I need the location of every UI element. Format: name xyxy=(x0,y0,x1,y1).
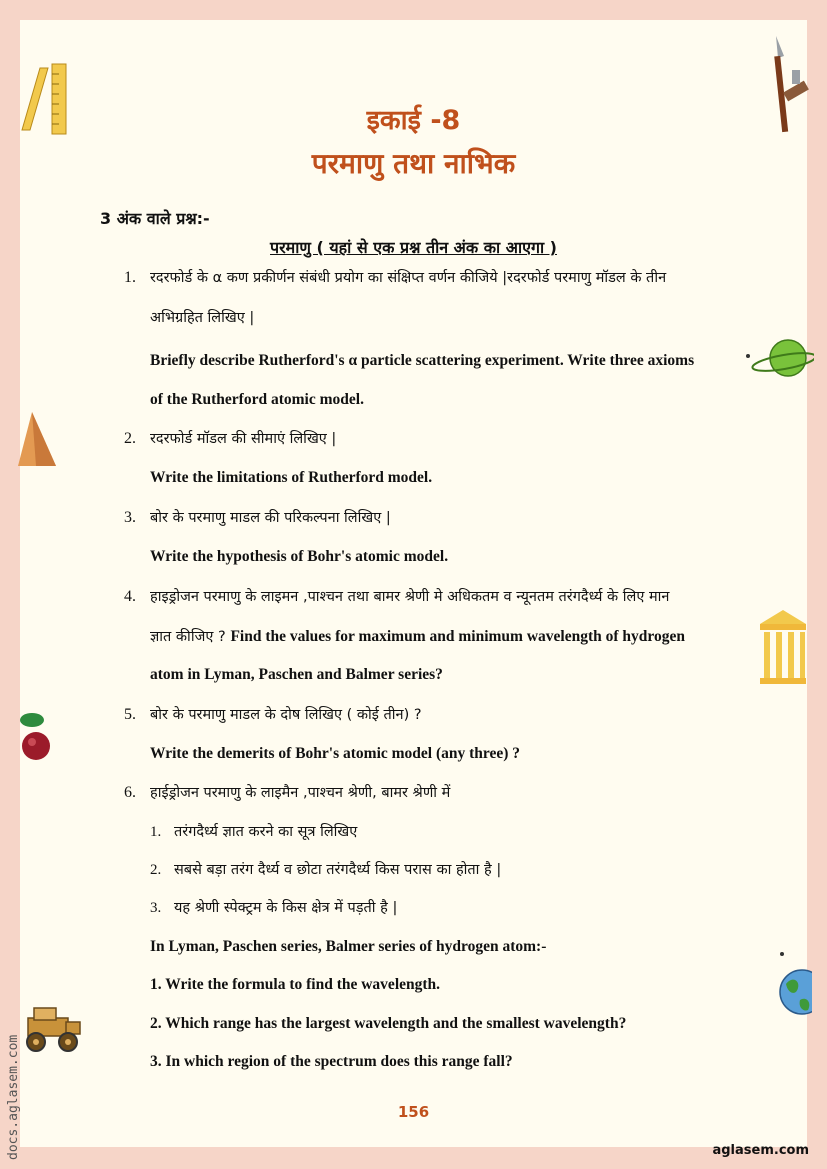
question-number: 5. xyxy=(124,706,136,723)
question-number: 2. xyxy=(124,430,136,447)
page-number: 156 xyxy=(397,1103,430,1121)
column-building-icon xyxy=(758,608,808,688)
sub-question-hindi: सबसे बड़ा तरंग दैर्ध्य व छोटा तरंगदैर्ध्य किस परास का होता है | xyxy=(174,862,502,878)
globe-icon xyxy=(776,950,812,1022)
question-4-english-line: atom in Lyman, Paschen and Balmer series? xyxy=(150,666,443,683)
marks-heading: 3 अंक वाले प्रश्न:- xyxy=(100,209,210,228)
question-4-mixed-line xyxy=(150,626,730,647)
question-3-hindi-line: बोर के परमाणु माडल की परिकल्पना लिखिए | xyxy=(150,510,391,526)
sub-question-hindi: यह श्रेणी स्पेक्ट्रम के किस क्षेत्र में पड़ती है | xyxy=(174,900,398,916)
question-5-hindi-line: बोर के परमाणु माडल के दोष लिखिए ( कोई तीन) ? xyxy=(150,707,422,723)
question-4-hindi-fragment: ज्ञात कीजिए ? xyxy=(150,629,226,645)
sub-question-hindi: तरंगदैर्ध्य ज्ञात करने का सूत्र लिखिए xyxy=(174,824,358,840)
question-1-english-line: Briefly describe Rutherford's α particle scattering experiment. Write three axioms xyxy=(150,352,695,369)
question-1-hindi-line: अभिग्रहित लिखिए | xyxy=(150,310,255,326)
question-6-hindi-line: हाईड्रोजन परमाणु के लाइमैन ,पाश्चन श्रेणी, बामर श्रेणी में xyxy=(150,785,451,801)
question-6-english-intro: In Lyman, Paschen series, Balmer series of hydrogen atom:- xyxy=(150,938,547,955)
section-heading: परमाणु ( यहां से एक प्रश्न तीन अंक का आएगा ) xyxy=(270,238,557,257)
question-number: 1. xyxy=(124,269,136,286)
question-1-hindi-line: रदरफोर्ड के α कण प्रकीर्णन संबंधी प्रयोग का संक्षिप्त वर्णन कीजिये |रदरफोर्ड परमाणु मॉडल के तीन xyxy=(150,270,667,286)
pyramid-icon xyxy=(18,408,58,468)
question-number: 6. xyxy=(124,784,136,801)
question-4-hindi-line: हाइड्रोजन परमाणु के लाइमन ,पाश्चन तथा बामर श्रेणी मे अधिकतम व न्यूनतम तरंगदैर्ध्य के लिए मान xyxy=(150,589,670,605)
sub-question-number: 2. xyxy=(150,862,162,878)
fruit-icon xyxy=(18,706,58,766)
old-car-icon xyxy=(20,1000,84,1056)
question-number: 4. xyxy=(124,588,136,605)
unit-title: इकाई -8 xyxy=(366,105,461,136)
question-2-english-line: Write the limitations of Rutherford model. xyxy=(150,469,433,486)
question-4-english-fragment: Find the values for maximum and minimum wavelength of hydrogen xyxy=(230,628,685,645)
sub-question-english: 1. Write the formula to find the wavelength. xyxy=(150,976,441,993)
side-watermark: docs.aglasem.com xyxy=(6,1034,21,1160)
planet-icon xyxy=(744,334,814,384)
question-3-english-line: Write the hypothesis of Bohr's atomic model. xyxy=(150,548,449,565)
sub-question-english: 3. In which region of the spectrum does this range fall? xyxy=(150,1053,513,1070)
chapter-title: परमाणु तथा नाभिक xyxy=(311,147,516,180)
sub-question-number: 1. xyxy=(150,824,162,840)
sub-question-number: 3. xyxy=(150,900,162,916)
footer-site-link[interactable]: aglasem.com xyxy=(712,1143,809,1158)
question-5-english-line: Write the demerits of Bohr's atomic model (any three) ? xyxy=(150,745,521,762)
sub-question-english: 2. Which range has the largest wavelength and the smallest wavelength? xyxy=(150,1015,627,1032)
question-1-english-line: of the Rutherford atomic model. xyxy=(150,391,364,408)
question-2-hindi-line: रदरफोर्ड मॉडल की सीमाएं लिखिए | xyxy=(150,431,337,447)
question-number: 3. xyxy=(124,509,136,526)
